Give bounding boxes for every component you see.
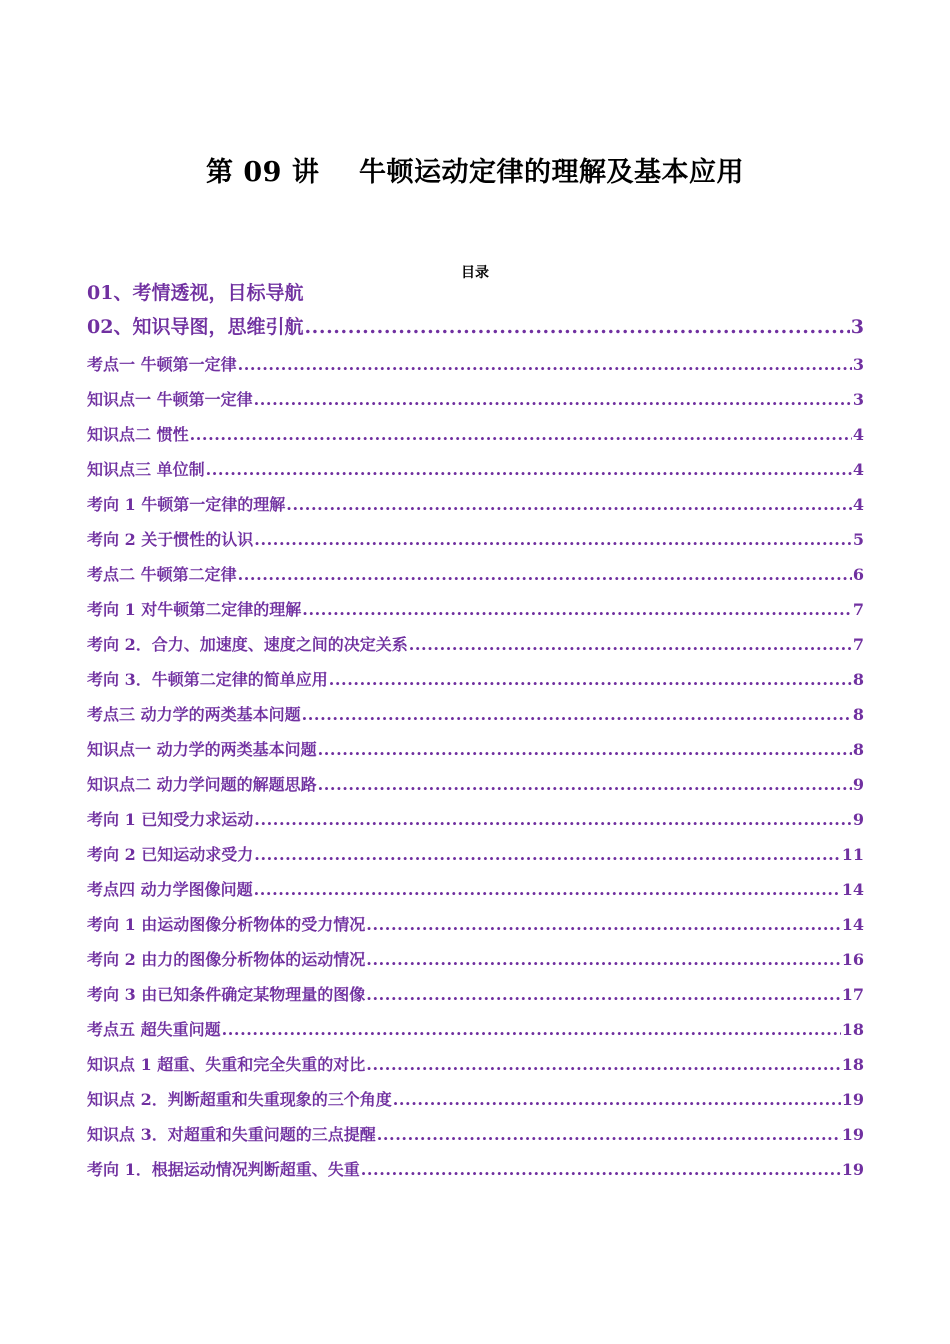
toc-page-number: 5 [852, 530, 864, 549]
toc-entry[interactable] [87, 872, 864, 907]
toc-entry-text: 知识点一 动力学的两类基本问题 [87, 740, 317, 759]
toc-page-number: 8 [852, 670, 864, 689]
toc-leader [366, 907, 840, 942]
toc-entry-text: 考向 3 由已知条件确定某物理量的图像 [87, 985, 366, 1004]
toc-entry-text: 知识点 2．判断超重和失重现象的三个角度 [87, 1090, 392, 1109]
toc-entry-text: 知识点一 牛顿第一定律 [87, 390, 253, 409]
toc-page-number: 3 [850, 316, 864, 338]
toc-entry[interactable] [87, 627, 864, 662]
toc-entry[interactable] [87, 522, 864, 557]
toc-page-number: 19 [841, 1125, 864, 1144]
toc-page-number: 14 [841, 880, 864, 899]
toc-page-number: 18 [841, 1020, 864, 1039]
toc-leader [254, 382, 852, 417]
toc-leader [361, 1152, 841, 1187]
toc-entry-text: 考向 2 由力的图像分析物体的运动情况 [87, 950, 366, 969]
toc-page-number: 19 [841, 1090, 864, 1109]
toc-page-number: 8 [852, 705, 864, 724]
toc-leader [366, 942, 840, 977]
toc-page-number: 7 [852, 600, 864, 619]
toc-page-number: 11 [841, 845, 864, 864]
toc-entry[interactable] [87, 1082, 864, 1117]
toc-page-number: 14 [841, 915, 864, 934]
toc-entry[interactable] [87, 1117, 864, 1152]
toc-entry[interactable] [87, 1047, 864, 1082]
table-of-contents [87, 280, 864, 1187]
toc-entry[interactable] [87, 977, 864, 1012]
toc-entry[interactable] [87, 382, 864, 417]
toc-leader [190, 417, 852, 452]
toc-entry-text: 考点四 动力学图像问题 [87, 880, 253, 899]
toc-entry[interactable] [87, 487, 864, 522]
toc-leader [254, 872, 841, 907]
toc-entry-text: 考点三 动力学的两类基本问题 [87, 705, 301, 724]
toc-page-number: 4 [852, 460, 864, 479]
toc-leader [254, 802, 852, 837]
toc-entry[interactable] [87, 592, 864, 627]
toc-leader [304, 307, 849, 347]
toc-page-number: 16 [841, 950, 864, 969]
toc-leader [409, 627, 852, 662]
toc-leader [222, 1012, 841, 1047]
toc-leader [318, 767, 852, 802]
toc-entry-text: 考向 2．合力、加速度、速度之间的决定关系 [87, 635, 408, 654]
toc-page-number: 3 [852, 355, 864, 374]
toc-entry[interactable] [87, 417, 864, 452]
toc-entry-text: 知识点 3．对超重和失重问题的三点提醒 [87, 1125, 376, 1144]
toc-entry[interactable] [87, 1152, 864, 1187]
toc-heading: 目录 [461, 265, 489, 281]
toc-entry-text: 考向 2 关于惯性的认识 [87, 530, 254, 549]
toc-page-number: 8 [852, 740, 864, 759]
toc-leader [302, 697, 852, 732]
toc-entry-text: 考向 1 牛顿第一定律的理解 [87, 495, 286, 514]
toc-entry[interactable] [87, 802, 864, 837]
toc-entry-text: 考向 3．牛顿第二定律的简单应用 [87, 670, 328, 689]
toc-entry-text: 考向 1 已知受力求运动 [87, 810, 254, 829]
toc-leader [393, 1082, 841, 1117]
toc-leader [254, 522, 852, 557]
toc-entry-text: 考点二 牛顿第二定律 [87, 565, 237, 584]
toc-entry[interactable] [87, 732, 864, 767]
toc-leader [366, 977, 840, 1012]
toc-leader [286, 487, 852, 522]
toc-entry-text: 考向 1．根据运动情况判断超重、失重 [87, 1160, 360, 1179]
toc-page-number: 6 [852, 565, 864, 584]
toc-entry-text: 02、知识导图，思维引航 [87, 316, 304, 338]
toc-leader [302, 592, 852, 627]
toc-entry-text: 考向 2 已知运动求受力 [87, 845, 254, 864]
toc-entry[interactable] [87, 907, 864, 942]
toc-leader [329, 662, 852, 697]
toc-entry-text: 01、考情透视，目标导航 [87, 282, 304, 304]
toc-leader [377, 1117, 841, 1152]
toc-page-number: 7 [852, 635, 864, 654]
toc-page-number: 4 [852, 425, 864, 444]
toc-entry-text: 考向 1 对牛顿第二定律的理解 [87, 600, 302, 619]
toc-page-number: 4 [852, 495, 864, 514]
toc-page-number: 9 [852, 810, 864, 829]
toc-entry[interactable] [87, 1012, 864, 1047]
toc-leader [254, 837, 840, 872]
toc-entry[interactable] [87, 767, 864, 802]
toc-page-number: 17 [841, 985, 864, 1004]
toc-page-number: 19 [841, 1160, 864, 1179]
toc-entry[interactable] [87, 662, 864, 697]
toc-page-number: 9 [852, 775, 864, 794]
document-title: 第 09 讲 牛顿运动定律的理解及基本应用 [206, 157, 744, 188]
toc-entry-text: 考点一 牛顿第一定律 [87, 355, 237, 374]
toc-entry[interactable] [87, 347, 864, 382]
toc-entry[interactable] [87, 557, 864, 592]
toc-entry[interactable] [87, 452, 864, 487]
toc-leader [366, 1047, 840, 1082]
toc-entry[interactable] [87, 942, 864, 977]
toc-leader [318, 732, 852, 767]
toc-entry-text: 考向 1 由运动图像分析物体的受力情况 [87, 915, 366, 934]
toc-leader [206, 452, 852, 487]
toc-entry-text: 知识点二 动力学问题的解题思路 [87, 775, 317, 794]
toc-leader [238, 557, 852, 592]
toc-entry-text: 知识点二 惯性 [87, 425, 189, 444]
toc-leader [238, 347, 852, 382]
toc-entry-01[interactable] [87, 280, 317, 307]
toc-entry[interactable] [87, 697, 864, 732]
toc-entry-text: 知识点 1 超重、失重和完全失重的对比 [87, 1055, 366, 1074]
toc-entry[interactable] [87, 837, 864, 872]
toc-page-number: 3 [852, 390, 864, 409]
toc-entry-02[interactable] [87, 307, 864, 347]
toc-entry-text: 知识点三 单位制 [87, 460, 205, 479]
toc-entry-text: 考点五 超失重问题 [87, 1020, 221, 1039]
toc-page-number: 18 [841, 1055, 864, 1074]
